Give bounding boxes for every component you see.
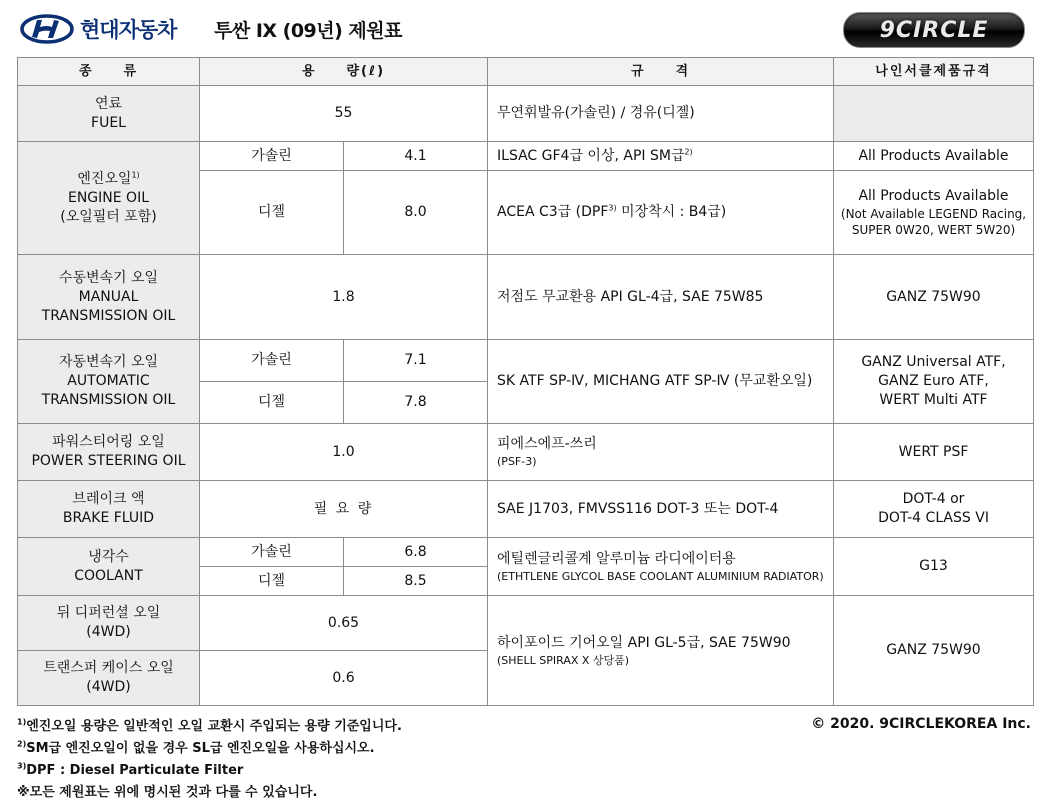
- capacity-value: 7.1: [344, 340, 488, 382]
- product-line: GANZ Universal ATF,: [861, 354, 1006, 370]
- product-value: [834, 86, 1034, 142]
- spec-sub: (PSF-3): [497, 455, 537, 468]
- product-line: DOT-4 or: [902, 491, 965, 507]
- spec-value: 무연휘발유(가솔린) / 경유(디젤): [488, 86, 834, 142]
- capacity-value: 필 요 량: [200, 481, 488, 538]
- spec-value: [488, 171, 834, 255]
- spec-value: [488, 142, 834, 171]
- 9circle-badge: [843, 12, 1025, 48]
- table-row: [18, 86, 1034, 142]
- product-line: GANZ Euro ATF,: [878, 373, 989, 389]
- copyright: © 2020. 9CIRCLEKOREA Inc.: [811, 716, 1031, 732]
- product-value: [834, 340, 1034, 424]
- capacity-value: 55: [200, 86, 488, 142]
- product-value: All Products Available: [834, 142, 1034, 171]
- spec-value: [488, 424, 834, 481]
- spec-sub: (ETHTLENE GLYCOL BASE COOLANT ALUMINIUM RADIATOR): [497, 569, 824, 583]
- name-en: TRANSMISSION OIL: [41, 392, 176, 408]
- footnote-2: [17, 738, 1033, 760]
- footnote-mark: 2): [17, 739, 27, 749]
- col-capacity: 용 량(ℓ): [200, 58, 488, 86]
- spec-value: [488, 538, 834, 596]
- capacity-value: 0.65: [200, 596, 488, 651]
- product-line: WERT Multi ATF: [879, 392, 988, 408]
- capacity-value: 8.0: [344, 171, 488, 255]
- table-row: [18, 481, 1034, 538]
- product-value: GANZ 75W90: [834, 255, 1034, 340]
- name-ko: 수동변속기 오일: [58, 269, 159, 286]
- spec-text: 하이포이드 기어오일 API GL-5급, SAE 75W90: [497, 634, 791, 651]
- spec-text: 미장착시 : B4급): [616, 204, 727, 220]
- product-value: [834, 481, 1034, 538]
- capacity-value: 1.0: [200, 424, 488, 481]
- spec-text: 에틸렌글리콜계 알루미늄 라디에이터용: [497, 550, 736, 567]
- product-value: GANZ 75W90: [834, 596, 1034, 706]
- name-en: FUEL: [91, 114, 126, 131]
- footnote-mark: 1): [17, 717, 27, 727]
- name-ko: 브레이크 액: [72, 491, 145, 507]
- name-ko: 냉각수: [88, 548, 129, 565]
- product-line: DOT-4 CLASS VI: [878, 510, 989, 526]
- capacity-label: 가솔린: [200, 142, 344, 171]
- col-product: 나인서클제품규격: [834, 58, 1034, 86]
- name-ko: 트랜스퍼 케이스 오일: [43, 660, 174, 676]
- type-engine: [18, 142, 200, 255]
- spec-text: ACEA C3급 (DPF: [497, 204, 609, 220]
- spec-value: SK ATF SP-Ⅳ, MICHANG ATF SP-Ⅳ (무교환오일): [488, 340, 834, 424]
- table-row: [18, 340, 1034, 382]
- capacity-value: 4.1: [344, 142, 488, 171]
- product-value: [834, 171, 1034, 255]
- product-value: G13: [834, 538, 1034, 596]
- type-transfer: [18, 651, 200, 706]
- product-line: All Products Available: [858, 188, 1009, 204]
- footnote-mark: 3): [608, 203, 617, 213]
- name-ko: 뒤 디퍼런셜 오일: [56, 605, 161, 621]
- capacity-value: 0.6: [200, 651, 488, 706]
- table-row: [18, 142, 1034, 171]
- capacity-value: 8.5: [344, 567, 488, 596]
- table-row: [18, 596, 1034, 651]
- footnote-text: SM급 엔진오일이 없을 경우 SL급 엔진오일을 사용하십시오.: [26, 741, 375, 756]
- name-en: BRAKE FLUID: [62, 510, 155, 526]
- name-en: TRANSMISSION OIL: [41, 307, 176, 324]
- product-note: (Not Available LEGEND Racing,: [840, 207, 1027, 221]
- capacity-label: 디젤: [200, 567, 344, 596]
- hyundai-logo-icon: [20, 14, 74, 44]
- capacity-value: 7.8: [344, 382, 488, 424]
- type-auto: [18, 340, 200, 424]
- capacity-value: 6.8: [344, 538, 488, 567]
- col-spec: 규 격: [488, 58, 834, 86]
- badge-text: 9CIRCLE: [879, 17, 989, 43]
- footnote-3: [17, 760, 1033, 782]
- capacity-label: 디젤: [200, 171, 344, 255]
- name-en: (4WD): [86, 679, 131, 695]
- name-ko: 자동변속기 오일: [58, 354, 159, 370]
- name-sub: (오일필터 포함): [60, 208, 157, 225]
- type-manual: [18, 255, 200, 340]
- footnote-text: 엔진오일 용량은 일반적인 오일 교환시 주입되는 용량 기준입니다.: [26, 719, 402, 734]
- spec-value: SAE J1703, FMVSS116 DOT-3 또는 DOT-4: [488, 481, 834, 538]
- type-coolant: [18, 538, 200, 596]
- capacity-value: 1.8: [200, 255, 488, 340]
- table-row: [18, 538, 1034, 567]
- footnote-mark: 3): [17, 761, 27, 771]
- name-ko: 파워스티어링 오일: [52, 434, 165, 450]
- name-en: POWER STEERING OIL: [31, 453, 186, 469]
- spec-text: ILSAC GF4급 이상, API SM급: [497, 147, 685, 164]
- capacity-label: 디젤: [200, 382, 344, 424]
- type-brake: [18, 481, 200, 538]
- spec-sub: (SHELL SPIRAX X 상당품): [497, 653, 630, 667]
- name-en: AUTOMATIC: [67, 373, 150, 389]
- spec-value: [488, 596, 834, 706]
- footnote-text: DPF : Diesel Particulate Filter: [26, 763, 244, 778]
- name-en: COOLANT: [74, 567, 143, 584]
- product-note: SUPER 0W20, WERT 5W20): [851, 223, 1016, 237]
- spec-value: 저점도 무교환용 API GL-4급, SAE 75W85: [488, 255, 834, 340]
- type-power-steering: [18, 424, 200, 481]
- capacity-label: 가솔린: [200, 538, 344, 567]
- page-header: [0, 0, 1050, 58]
- name-en: MANUAL: [78, 288, 139, 305]
- footnote-mark: 2): [684, 146, 693, 156]
- brand-name: 현대자동차: [80, 18, 177, 42]
- col-type: 종 류: [18, 58, 200, 86]
- footnote-4: ※모든 제원표는 위에 명시된 것과 다를 수 있습니다.: [17, 785, 318, 800]
- footnote-mark: 1): [131, 169, 140, 179]
- name-en: ENGINE OIL: [67, 189, 149, 206]
- brand-logo: [20, 14, 176, 44]
- product-value: WERT PSF: [834, 424, 1034, 481]
- table-row: [18, 255, 1034, 340]
- spec-text: 피에스에프-쓰리: [497, 436, 597, 452]
- type-rear-diff: [18, 596, 200, 651]
- footnotes: [17, 716, 1033, 804]
- table-row: [18, 424, 1034, 481]
- spec-table: [17, 57, 1034, 706]
- table-header-row: [18, 58, 1034, 86]
- name-en: (4WD): [86, 624, 131, 640]
- capacity-label: 가솔린: [200, 340, 344, 382]
- name-ko: 엔진오일: [77, 170, 132, 187]
- page-title: 투싼 IX (09년) 제원표: [214, 20, 402, 42]
- name-ko: 연료: [94, 95, 123, 112]
- type-fuel: [18, 86, 200, 142]
